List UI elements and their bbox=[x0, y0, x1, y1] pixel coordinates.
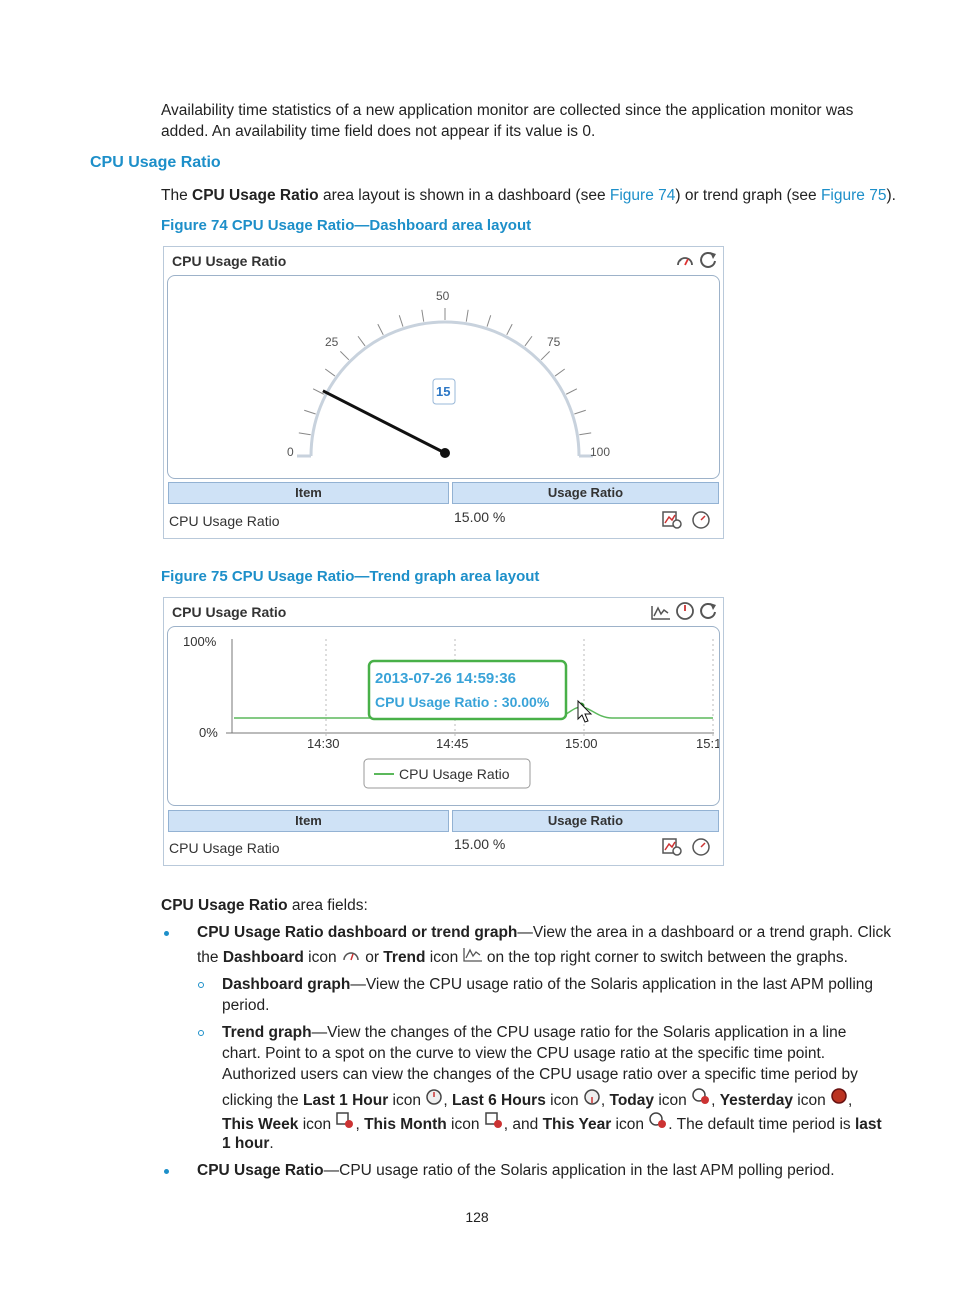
gauge-minor-tick bbox=[507, 324, 512, 335]
settings-chart-icon[interactable] bbox=[662, 510, 684, 530]
clock-icon[interactable] bbox=[691, 510, 711, 530]
dashboard-icon bbox=[341, 948, 361, 962]
bullet-dot bbox=[164, 931, 169, 936]
gauge-minor-tick bbox=[466, 310, 468, 322]
row-ratio: 15.00 % bbox=[454, 509, 506, 525]
gauge-minor-tick bbox=[525, 336, 532, 346]
bullet-2: CPU Usage Ratio—CPU usage ratio of the Solaris application in the last APM polling period. bbox=[197, 1162, 835, 1179]
gauge-minor-tick bbox=[566, 389, 577, 394]
tooltip-value: CPU Usage Ratio : 30.00% bbox=[375, 694, 550, 710]
settings-chart-icon[interactable] bbox=[662, 837, 684, 857]
sub-bullet-circle bbox=[198, 1030, 204, 1036]
sub-bullet-1-line-2: period. bbox=[222, 997, 270, 1014]
gauge-minor-tick bbox=[541, 351, 549, 359]
this-year-icon bbox=[648, 1111, 668, 1129]
this-month-icon bbox=[484, 1111, 504, 1129]
col-header-usage-ratio: Usage Ratio bbox=[452, 482, 719, 504]
yesterday-icon bbox=[830, 1087, 848, 1105]
gauge-minor-tick bbox=[399, 315, 403, 326]
gauge-minor-tick bbox=[313, 389, 324, 394]
trend-chart bbox=[168, 627, 719, 805]
sub-bullet-2-line-5: This Week icon , This Month icon , and This Year icon . The default time period is last bbox=[222, 1111, 882, 1135]
gauge-minor-tick bbox=[487, 315, 491, 326]
today-icon bbox=[691, 1087, 711, 1105]
y-tick-0: 0% bbox=[199, 725, 218, 740]
gauge-minor-tick bbox=[422, 310, 424, 322]
last-1-hour-icon bbox=[425, 1089, 443, 1105]
figure-75-link[interactable]: Figure 75 bbox=[820, 187, 887, 204]
gauge-minor-tick bbox=[358, 336, 365, 346]
trend-chart-area bbox=[167, 626, 720, 806]
clock-icon[interactable] bbox=[691, 837, 711, 857]
this-week-icon bbox=[335, 1111, 355, 1129]
sub-bullet-circle bbox=[198, 982, 204, 988]
figure-74-caption: Figure 74 CPU Usage Ratio—Dashboard area layout bbox=[161, 217, 532, 234]
gauge-minor-tick bbox=[555, 369, 565, 376]
sub-bullet-2-line-6: 1 hour. bbox=[222, 1135, 274, 1152]
gauge-tick-25: 25 bbox=[325, 335, 339, 349]
sub-bullet-2-line-2: chart. Point to a spot on the curve to view the CPU usage ratio at the specific time point. bbox=[222, 1045, 826, 1062]
panel-title: CPU Usage Ratio bbox=[172, 253, 287, 269]
legend-label: CPU Usage Ratio bbox=[399, 766, 510, 782]
trend-icon bbox=[463, 946, 483, 962]
gauge-minor-tick bbox=[299, 433, 311, 435]
refresh-icon[interactable] bbox=[698, 250, 718, 270]
col-header-usage-ratio: Usage Ratio bbox=[452, 810, 719, 832]
gauge-area bbox=[167, 275, 720, 479]
last-6-hours-icon bbox=[583, 1089, 601, 1105]
x-tick-1515: 15:1 bbox=[696, 736, 719, 751]
fields-intro: CPU Usage Ratio area fields: bbox=[161, 897, 368, 914]
gauge-hub bbox=[440, 448, 450, 458]
trend-icon[interactable] bbox=[651, 603, 671, 621]
sub-bullet-2-line-1: Trend graph—View the changes of the CPU usage ratio for the Solaris application in a line bbox=[222, 1024, 847, 1041]
figure-75-caption: Figure 75 CPU Usage Ratio—Trend graph area layout bbox=[161, 568, 540, 585]
gauge-needle bbox=[323, 391, 445, 453]
gauge-minor-tick bbox=[325, 369, 335, 376]
row-item: CPU Usage Ratio bbox=[169, 840, 280, 856]
x-tick-1500: 15:00 bbox=[565, 736, 598, 751]
x-tick-1430: 14:30 bbox=[307, 736, 340, 751]
dashboard-panel bbox=[163, 246, 724, 539]
row-ratio: 15.00 % bbox=[454, 836, 506, 852]
page-number: 128 bbox=[465, 1209, 489, 1225]
gauge-tick-50: 50 bbox=[436, 289, 450, 303]
col-header-item: Item bbox=[168, 482, 449, 504]
gauge-value-label: 15 bbox=[436, 384, 451, 399]
trend-panel bbox=[163, 597, 724, 866]
gauge bbox=[168, 276, 719, 478]
refresh-icon[interactable] bbox=[698, 601, 718, 621]
gauge-tick-0: 0 bbox=[287, 445, 294, 459]
sub-bullet-2-line-3: Authorized users can view the changes of the CPU usage ratio over a specific time period by bbox=[222, 1066, 858, 1083]
gauge-minor-tick bbox=[340, 351, 348, 359]
col-header-item: Item bbox=[168, 810, 449, 832]
gauge-minor-tick bbox=[304, 410, 315, 414]
sub-bullet-2-line-4: clicking the Last 1 Hour icon , Last 6 Hours icon , Today icon , Yesterday icon , bbox=[222, 1087, 852, 1111]
panel-title: CPU Usage Ratio bbox=[172, 604, 287, 620]
bullet-1-line-1: CPU Usage Ratio dashboard or trend graph—View the area in a dashboard or a trend graph. Click bbox=[197, 924, 892, 941]
figure-74-link[interactable]: Figure 74 bbox=[609, 187, 676, 204]
bullet-dot bbox=[164, 1169, 169, 1174]
row-item: CPU Usage Ratio bbox=[169, 513, 280, 529]
gauge-minor-tick bbox=[574, 410, 585, 414]
sub-bullet-1-line-1: Dashboard graph—View the CPU usage ratio of the Solaris application in the last APM polling bbox=[222, 976, 874, 993]
gauge-tick-75: 75 bbox=[547, 335, 561, 349]
gauge-tick-100: 100 bbox=[590, 445, 611, 459]
clock-icon[interactable] bbox=[675, 601, 695, 621]
dashboard-icon[interactable] bbox=[675, 251, 695, 269]
intro-line-1: Availability time statistics of a new application monitor are collected since the application monitor was bbox=[161, 102, 854, 119]
gauge-minor-tick bbox=[378, 324, 383, 335]
gauge-minor-tick bbox=[579, 433, 591, 435]
bullet-1-line-2: the Dashboard icon or Trend icon on the top right corner to switch between the graphs. bbox=[197, 946, 848, 968]
layout-sentence: The CPU Usage Ratio area layout is shown in a dashboard (see Figure 74) or trend graph (see Figure 75). bbox=[161, 187, 896, 204]
x-tick-1445: 14:45 bbox=[436, 736, 469, 751]
section-heading: CPU Usage Ratio bbox=[90, 154, 221, 171]
intro-line-2: added. An availability time field does not appear if its value is 0. bbox=[161, 123, 596, 140]
y-tick-100: 100% bbox=[183, 634, 217, 649]
tooltip-time: 2013-07-26 14:59:36 bbox=[375, 670, 516, 687]
